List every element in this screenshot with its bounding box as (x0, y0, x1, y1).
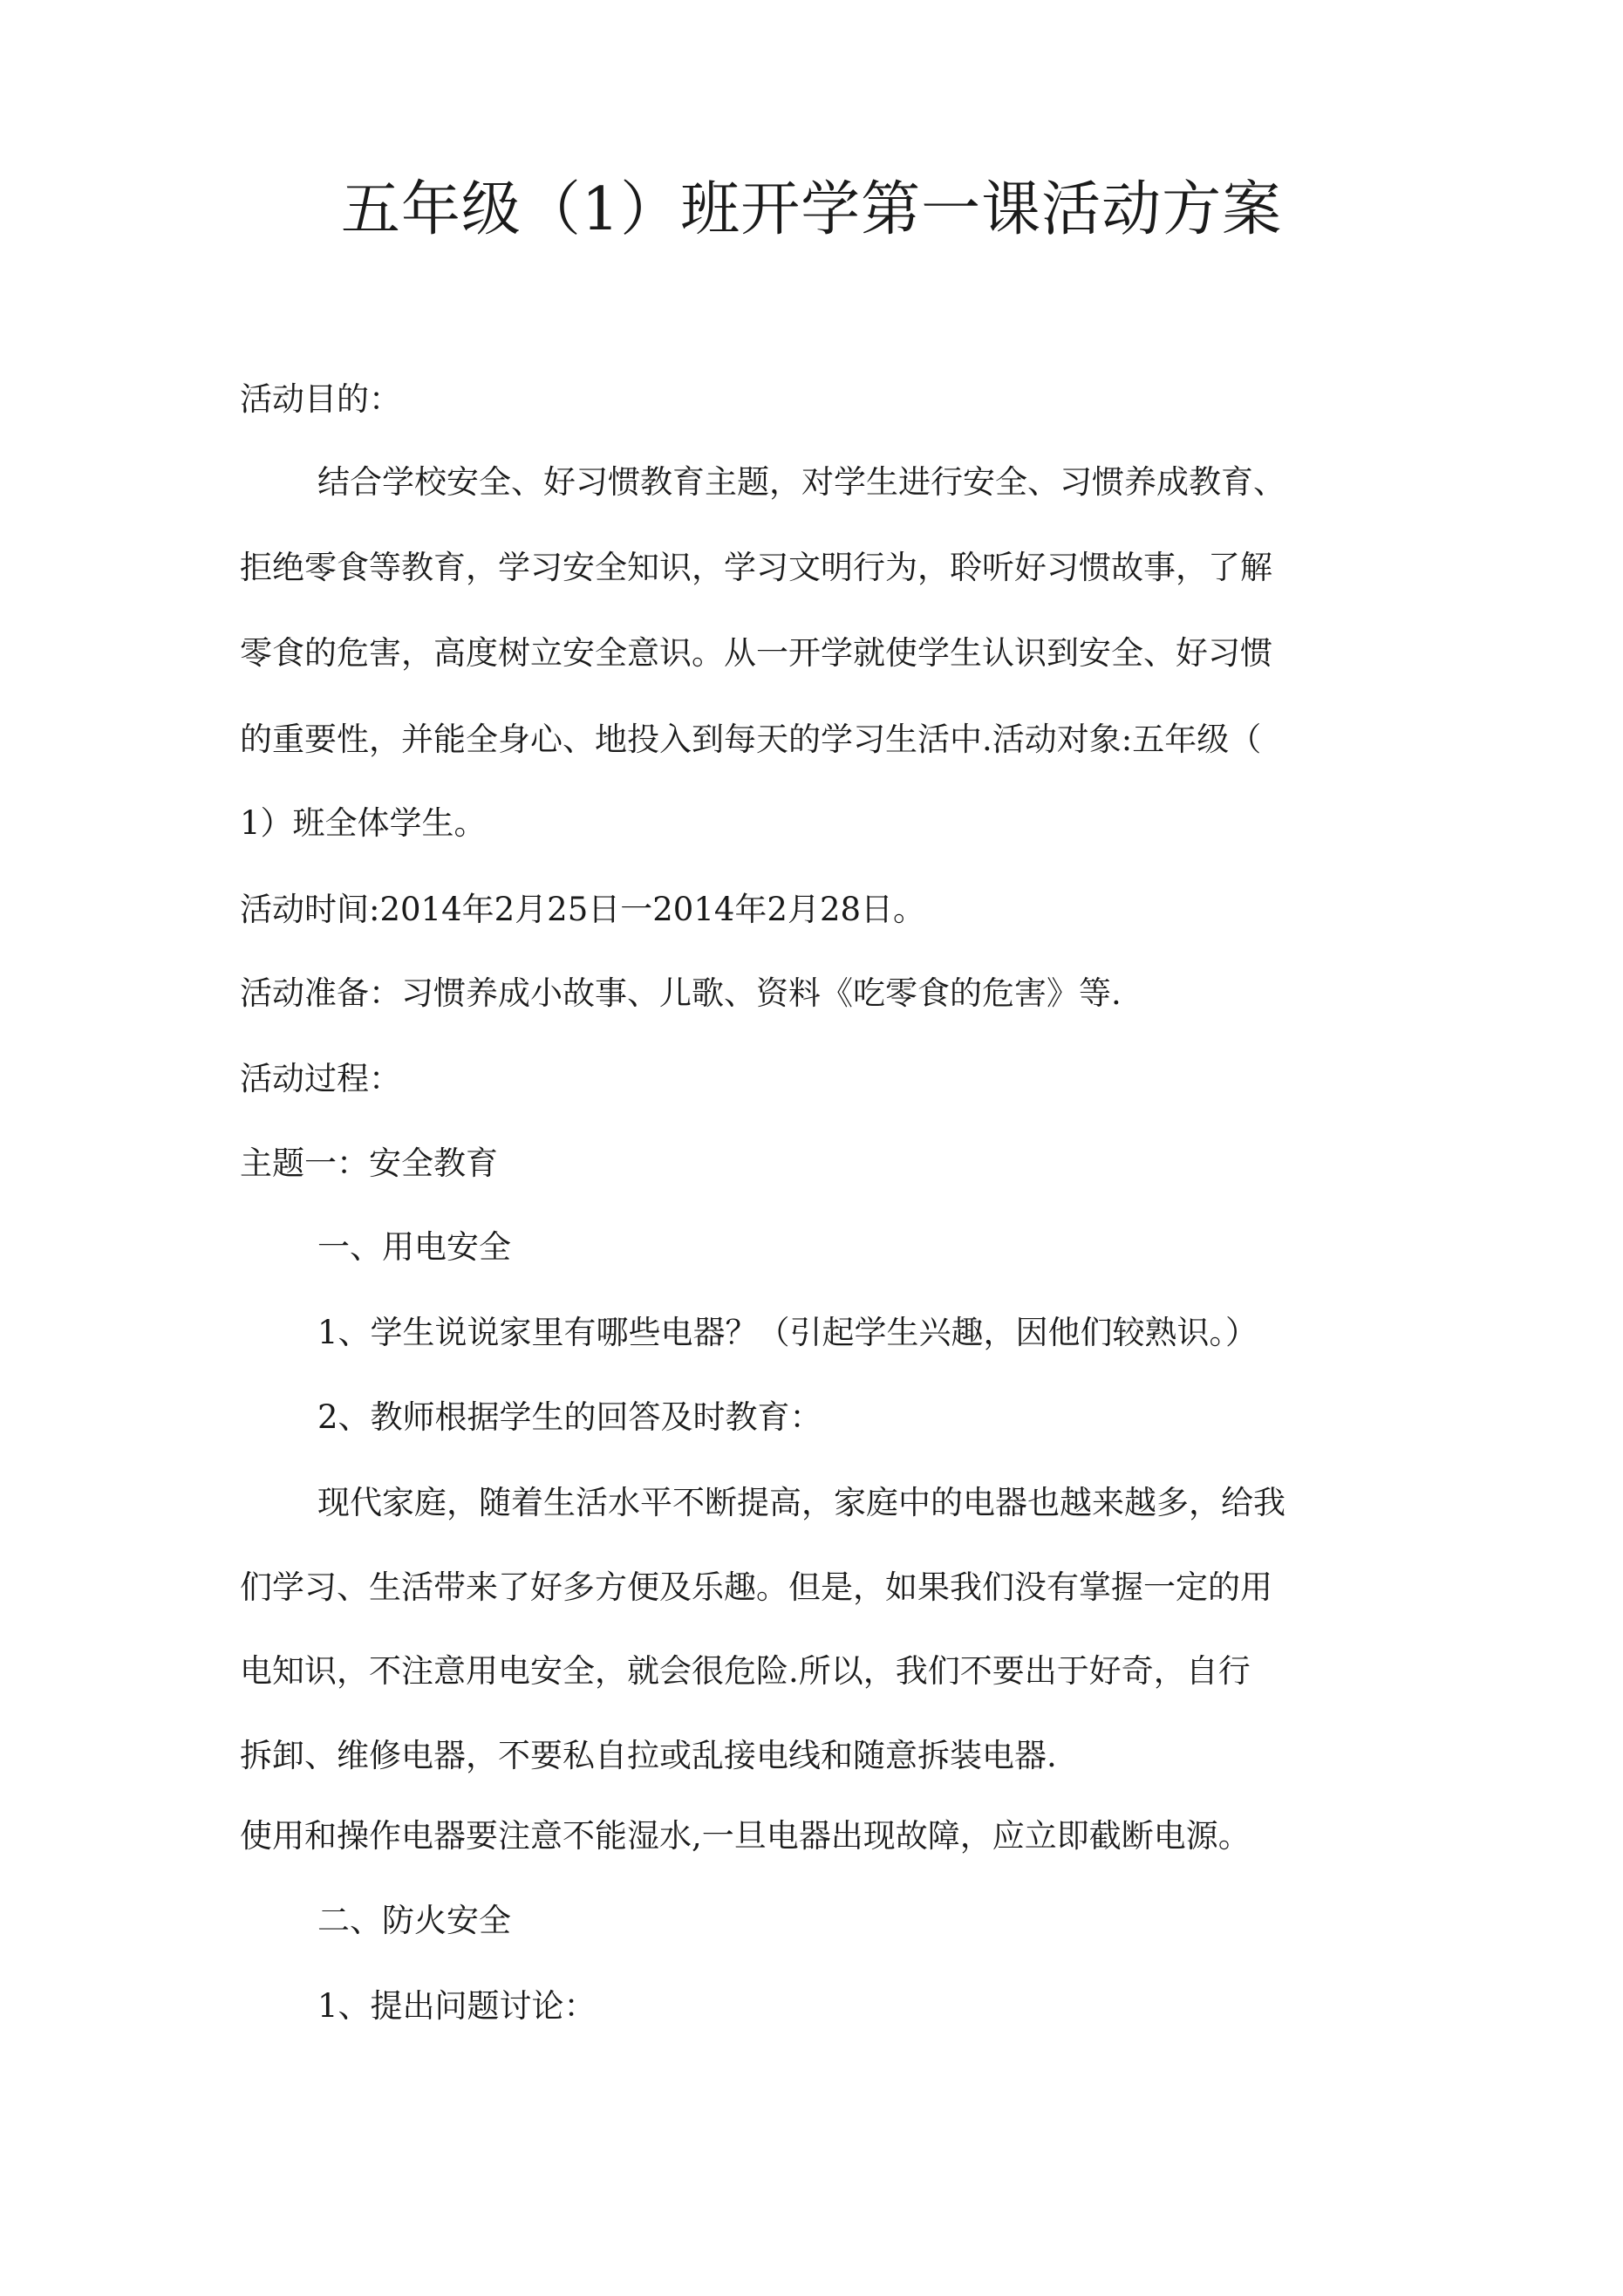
subsection-heading: 一、用电安全 (317, 1228, 511, 1266)
document-title: 五年级（1）班开学第一课活动方案 (340, 175, 1283, 244)
list-item: 1、提出问题讨论： (317, 1987, 597, 2025)
subsection-heading: 二、防火安全 (317, 1902, 511, 1939)
paragraph-line: 结合学校安全、好习惯教育主题，对学生进行安全、习惯养成教育、 (317, 463, 1285, 501)
paragraph-line: 使用和操作电器要注意不能湿水,一旦电器出现故障，应立即截断电源。 (240, 1817, 1251, 1855)
theme-heading: 主题一：安全教育 (240, 1145, 498, 1182)
paragraph-line: 零食的危害，高度树立安全意识。从一开学就使学生认识到安全、好习惯 (240, 634, 1272, 672)
section-heading-process: 活动过程： (240, 1060, 401, 1097)
list-item: 2、教师根据学生的回答及时教育： (317, 1398, 822, 1436)
list-item: 1、学生说说家里有哪些电器？（引起学生兴趣，因他们较熟识。） (317, 1314, 1258, 1351)
section-heading-purpose: 活动目的： (240, 380, 401, 418)
paragraph-line: 拒绝零食等教育，学习安全知识，学习文明行为，聆听好习惯故事，了解 (240, 549, 1272, 586)
paragraph-line: 们学习、生活带来了好多方便及乐趣。但是，如果我们没有掌握一定的用 (240, 1568, 1272, 1606)
paragraph-line: 拆卸、维修电器，不要私自拉或乱接电线和随意拆装电器. (240, 1737, 1057, 1774)
activity-preparation-line: 活动准备：习惯养成小故事、儿歌、资料《吃零食的危害》等. (240, 974, 1122, 1012)
paragraph-line: 的重要性，并能全身心、地投入到每天的学习生活中.活动对象:五年级（ (240, 721, 1262, 758)
paragraph-line: 电知识，不注意用电安全，就会很危险.所以，我们不要出于好奇，自行 (240, 1652, 1251, 1690)
paragraph-line: 现代家庭，随着生活水平不断提高，家庭中的电器也越来越多，给我 (317, 1484, 1285, 1521)
paragraph-line: 1）班全体学生。 (240, 804, 487, 842)
activity-time-line: 活动时间:2014年2月25日一2014年2月28日。 (240, 891, 926, 928)
